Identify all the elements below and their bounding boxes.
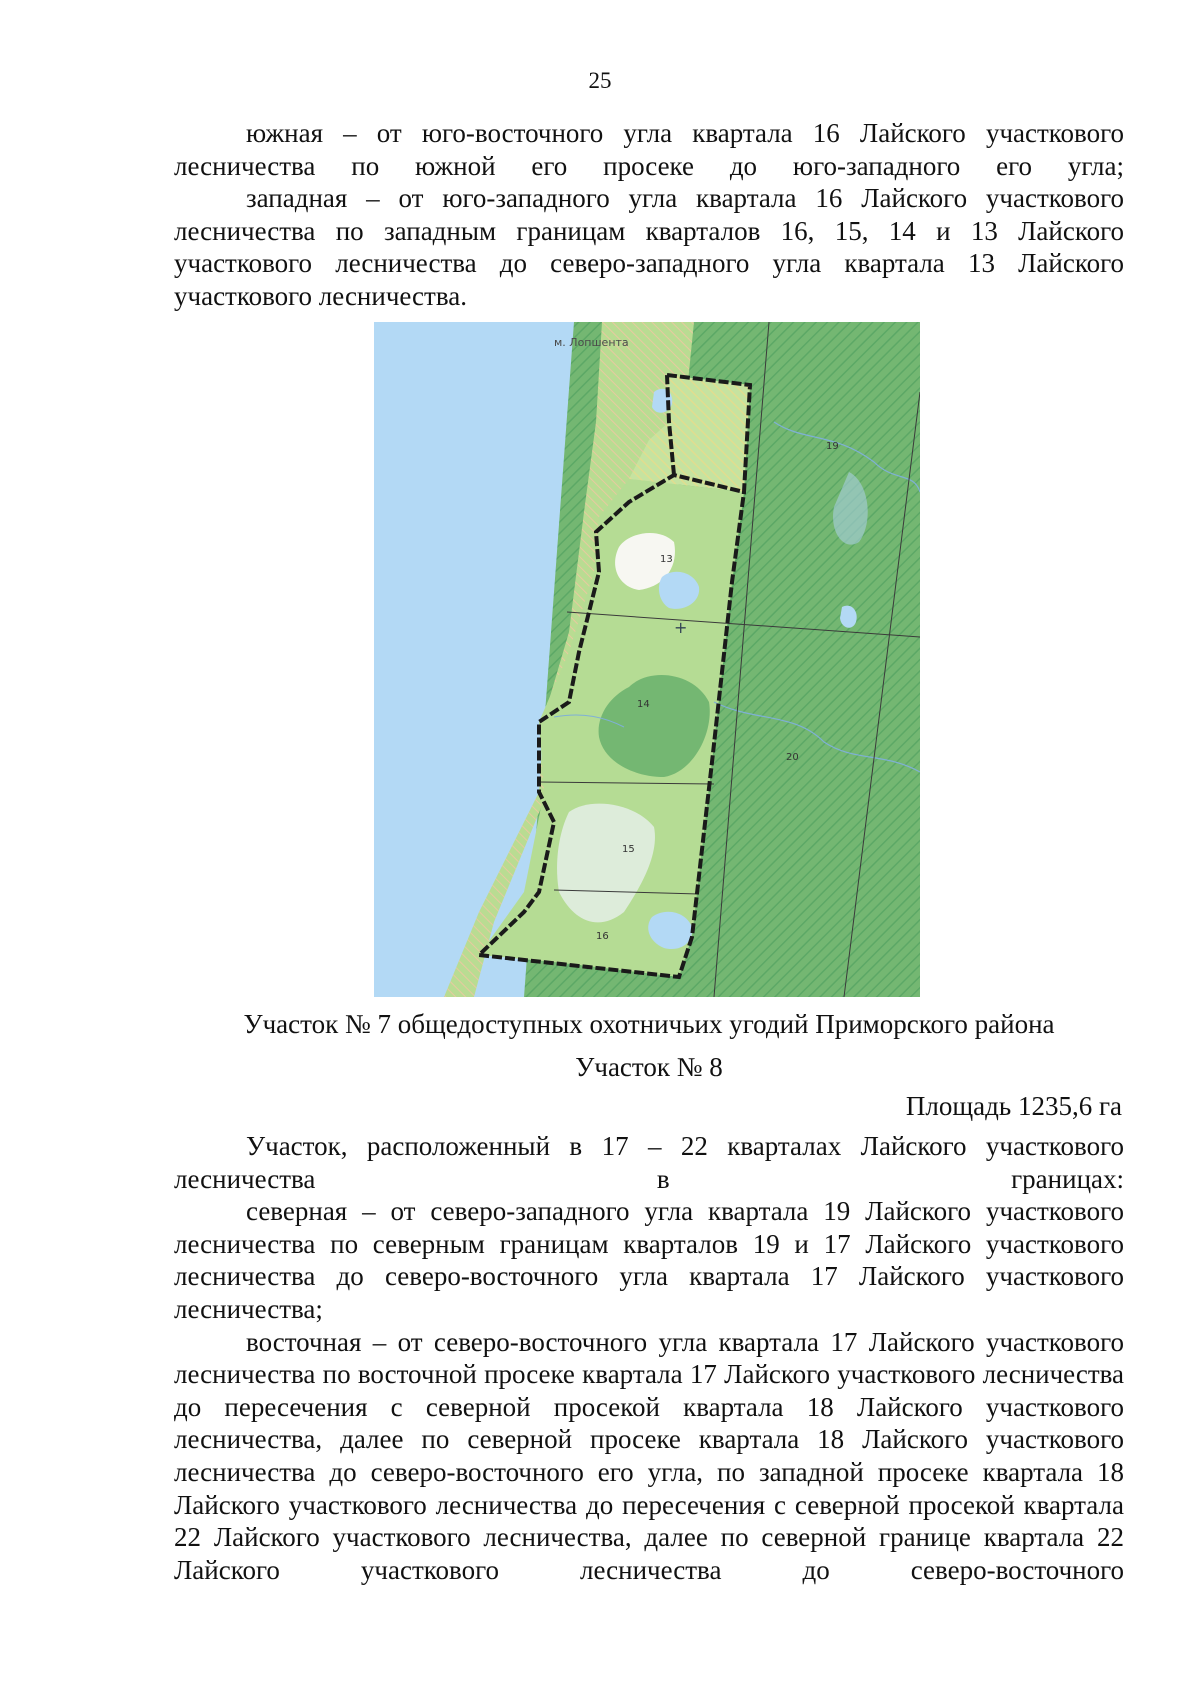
page-number: 25 [588, 68, 612, 93]
paragraph-south-boundary: южная – от юго-восточного угла квартала 16 Лайского участкового лесничества по южной его просеке до юго-западного его угла; [174, 118, 1124, 181]
map-svg [374, 322, 920, 997]
paragraph-intro: Участок, расположенный в 17 – 22 кварталах Лайского участкового лесничества в границах: [174, 1131, 1124, 1194]
quarter-label-15: 15 [622, 844, 635, 855]
quarter-label-13: 13 [660, 554, 673, 565]
boundary-description-section-8 [174, 1130, 1124, 1586]
area-size: Площадь 1235,6 га [905, 1091, 1122, 1121]
quarter-label-19: 19 [826, 441, 839, 452]
quarter-label-20: 20 [786, 752, 799, 763]
paragraph-north-boundary: северная – от северо-западного угла квартала 19 Лайского участкового лесничества по северным границам кварталов 19 и 17 Лайского участкового лесничества до северо-восточного угла квартала 17 Лайского участкового лесничества; [174, 1196, 1124, 1324]
paragraph-west-boundary: западная – от юго-западного угла квартала 16 Лайского участкового лесничества по западным границам кварталов 16, 15, 14 и 13 Лайского участкового лесничества до северо-западного угла квартала 13 Лайского участкового лесничества. [174, 183, 1124, 311]
plus-marker-icon: + [674, 618, 688, 637]
quarter-label-16: 16 [596, 931, 609, 942]
hunting-area-map [374, 322, 920, 997]
place-label: м. Лопшента [554, 336, 629, 349]
figure-caption: Участок № 7 общедоступных охотничьих угодий Приморского района [243, 1009, 1055, 1039]
boundary-description-top [174, 117, 1124, 313]
paragraph-east-boundary: восточная – от северо-восточного угла квартала 17 Лайского участкового лесничества по восточной просеке квартала 17 Лайского участкового лесничества до пересечения с северной просекой квартала 18 Лайского участкового лесничества, далее по северной просеке квартала 18 Лайского участкового лесничества до северо-восточного его угла, по западной просеке квартала 18 Лайского участкового лесничества до пересечения с северной просекой квартала 22 Лайского участкового лесничества, далее по северной границе квартала 22 Лайского участкового лесничества до северо-восточного [174, 1326, 1124, 1585]
section-title: Участок № 8 [575, 1052, 723, 1082]
quarter-label-14: 14 [637, 699, 650, 710]
